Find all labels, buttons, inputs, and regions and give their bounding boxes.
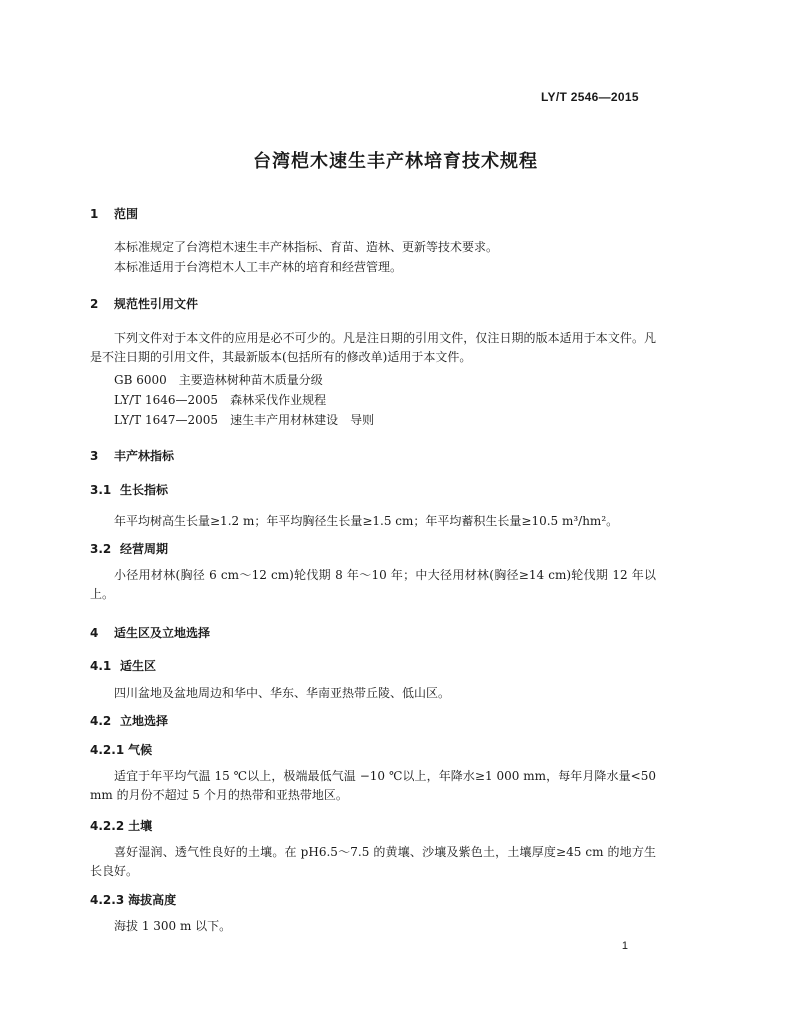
paragraph: 四川盆地及盆地周边和华中、华东、华南亚热带丘陵、低山区。 [114, 686, 451, 700]
paragraph: 海拔 1 300 m 以下。 [114, 919, 232, 933]
paragraph: 年平均树高生长量≥1.2 m；年平均胸径生长量≥1.5 cm；年平均蓄积生长量≥10.5 m³/hm²。 [114, 514, 619, 528]
paragraph: 本标准适用于台湾桤木人工丰产林的培育和经营管理。 [114, 260, 403, 274]
section-title: 土壤 [128, 819, 153, 833]
section-number: 4.2.1 [90, 743, 125, 757]
heading-section-4-2-1 [90, 741, 152, 758]
section-title: 气候 [128, 743, 153, 757]
paragraph: 小径用材林(胸径 6 cm～12 cm)轮伐期 8 年～10 年；中大径用材林(胸径≥14 cm)轮伐期 12 年以上。 [90, 568, 656, 601]
section-title: 经营周期 [120, 542, 169, 556]
page-number: 1 [621, 940, 628, 952]
section-title: 生长指标 [120, 483, 169, 497]
standard-code: LY/T 2546—2015 [541, 90, 639, 104]
section-title: 丰产林指标 [114, 449, 175, 463]
heading-section-3 [90, 447, 174, 464]
section-number: 1 [90, 207, 99, 221]
reference-item: LY/T 1646—2005 森林采伐作业规程 [114, 393, 327, 407]
paragraph: 下列文件对于本文件的应用是必不可少的。凡是注日期的引用文件，仅注日期的版本适用于本文件。凡是不注日期的引用文件，其最新版本(包括所有的修改单)适用于本文件。 [90, 331, 656, 364]
section-title: 范围 [114, 207, 139, 221]
section-title: 立地选择 [120, 714, 169, 728]
heading-section-4-2-3 [90, 891, 176, 908]
heading-section-4 [90, 624, 210, 641]
heading-section-2 [90, 295, 198, 312]
heading-section-1 [90, 205, 138, 222]
section-title: 规范性引用文件 [114, 297, 199, 311]
heading-section-4-2 [90, 712, 168, 729]
section-number: 4.2.2 [90, 819, 125, 833]
document-title: 台湾桤木速生丰产林培育技术规程 [253, 151, 538, 172]
section-title: 适生区 [120, 659, 157, 673]
section-number: 4.2 [90, 714, 112, 728]
heading-section-3-2 [90, 540, 168, 557]
section-number: 4.2.3 [90, 893, 125, 907]
section-number: 4 [90, 626, 99, 640]
heading-section-4-1 [90, 657, 156, 674]
section-title: 海拔高度 [128, 893, 177, 907]
section-number: 3 [90, 449, 99, 463]
heading-section-3-1 [90, 481, 168, 498]
paragraph: 喜好湿润、透气性良好的土壤。在 pH6.5～7.5 的黄壤、沙壤及紫色土，土壤厚度≥45 cm 的地方生长良好。 [90, 845, 656, 878]
section-number: 3.2 [90, 542, 112, 556]
reference-item: GB 6000 主要造林树种苗木质量分级 [114, 373, 323, 387]
section-number: 3.1 [90, 483, 112, 497]
section-number: 2 [90, 297, 99, 311]
section-title: 适生区及立地选择 [114, 626, 211, 640]
section-number: 4.1 [90, 659, 112, 673]
paragraph: 本标准规定了台湾桤木速生丰产林指标、育苗、造林、更新等技术要求。 [114, 240, 499, 254]
paragraph: 适宜于年平均气温 15 ℃以上，极端最低气温 −10 ℃以上，年降水≥1 000 mm，每年月降水量<50 mm 的月份不超过 5 个月的热带和亚热带地区。 [90, 769, 656, 802]
heading-section-4-2-2 [90, 817, 152, 834]
reference-item: LY/T 1647—2005 速生丰产用材林建设 导则 [114, 413, 375, 427]
